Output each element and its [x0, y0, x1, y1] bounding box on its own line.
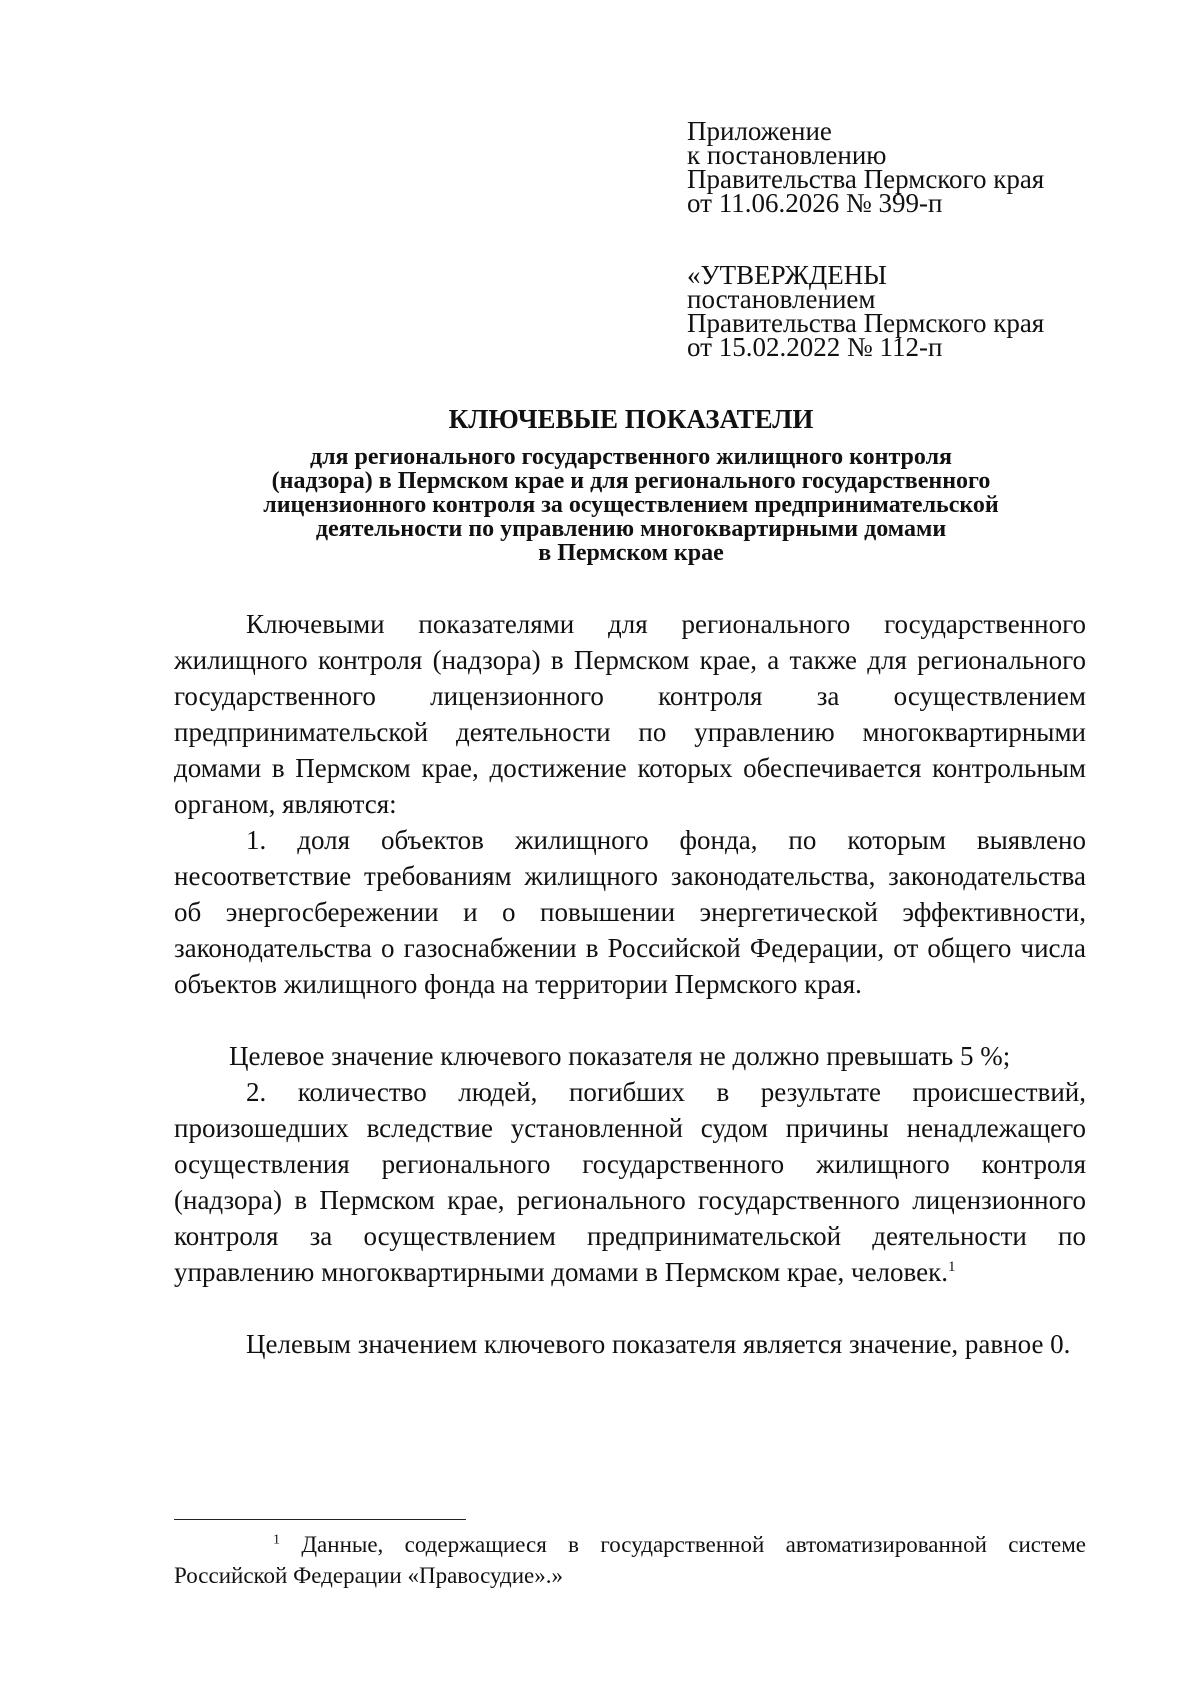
- indicator-2-target-paragraph: [174, 1326, 1086, 1362]
- footnote: [174, 1529, 1086, 1591]
- indicator-2-block: [174, 1074, 1086, 1290]
- footnote-mark: 1: [273, 1532, 280, 1548]
- indicator-2-paragraph: [174, 1074, 1086, 1290]
- footnote-text: Данные, содержащиеся в государственной автоматизированной системе Российской Федерации «Правосудие».»: [174, 1532, 1086, 1588]
- subtitle-line: в Пермском крае: [538, 540, 724, 566]
- annex-line: от 11.06.2026 № 399-п: [687, 188, 943, 218]
- document-title: КЛЮЧЕВЫЕ ПОКАЗАТЕЛИ: [448, 404, 814, 434]
- intro-text: Ключевыми показателями для регионального государственного жилищного контроля (надзора) в Пермском крае, а также для регионального государственного лицензионного контроля за осуществлением предпринимательской деятельности по управлению многоквартирными домами в Пермском крае, достижение которых обеспечивается контрольным органом, являются:: [174, 609, 1086, 819]
- indicator-1-text: 1. доля объектов жилищного фонда, по которым выявлено несоответствие требованиям жилищного законодательства, законодательства об энергосбережении и о повышении энергетической эффективности, законодательства о газоснабжении в Российской Федерации, от общего числа объектов жилищного фонда на территории Пермского края.: [174, 825, 1086, 999]
- approval-line: Правительства Пермского края: [687, 308, 1045, 338]
- footnote-divider: [174, 1519, 466, 1520]
- footnote-reference[interactable]: 1: [947, 1259, 956, 1275]
- indicator-1-target-paragraph: [174, 1038, 1086, 1074]
- indicator-2-text: 2. количество людей, погибших в результате происшествий, произошедших вследствие установленной судом причины ненадлежащего осуществления регионального государственного жилищного контроля (надзора) в Пермском крае, регионального государственного лицензионного контроля за осуществлением предпринимательской деятельности по управлению многоквартирными домами в Пермском крае, человек.: [174, 1077, 1086, 1287]
- annex-line: Правительства Пермского края: [687, 164, 1045, 194]
- indicator-1-paragraph: [174, 822, 1086, 1002]
- approval-line: от 15.02.2022 № 112-п: [687, 332, 943, 362]
- subtitle-line: деятельности по управлению многоквартирными домами: [315, 516, 947, 542]
- annex-header: [687, 116, 1107, 218]
- annex-line: Приложение: [687, 116, 832, 146]
- intro-paragraph: [174, 606, 1086, 822]
- approval-header: [687, 260, 1107, 362]
- indicator-1-target-text: Целевое значение ключевого показателя не должно превышать 5 %;: [229, 1041, 1011, 1071]
- approval-line: постановлением: [687, 284, 876, 314]
- document-subtitle: [0, 445, 1200, 565]
- subtitle-line: (надзора) в Пермском крае и для регионального государственного: [271, 468, 991, 494]
- subtitle-line: для регионального государственного жилищного контроля: [309, 444, 953, 470]
- footnote-block: [174, 1529, 1086, 1591]
- subtitle-line: лицензионного контроля за осуществлением предпринимательской: [263, 492, 999, 518]
- approval-line: «УТВЕРЖДЕНЫ: [687, 260, 887, 290]
- indicator-2-target-text: Целевым значением ключевого показателя является значение, равное 0.: [246, 1329, 1071, 1359]
- annex-line: к постановлению: [687, 140, 887, 170]
